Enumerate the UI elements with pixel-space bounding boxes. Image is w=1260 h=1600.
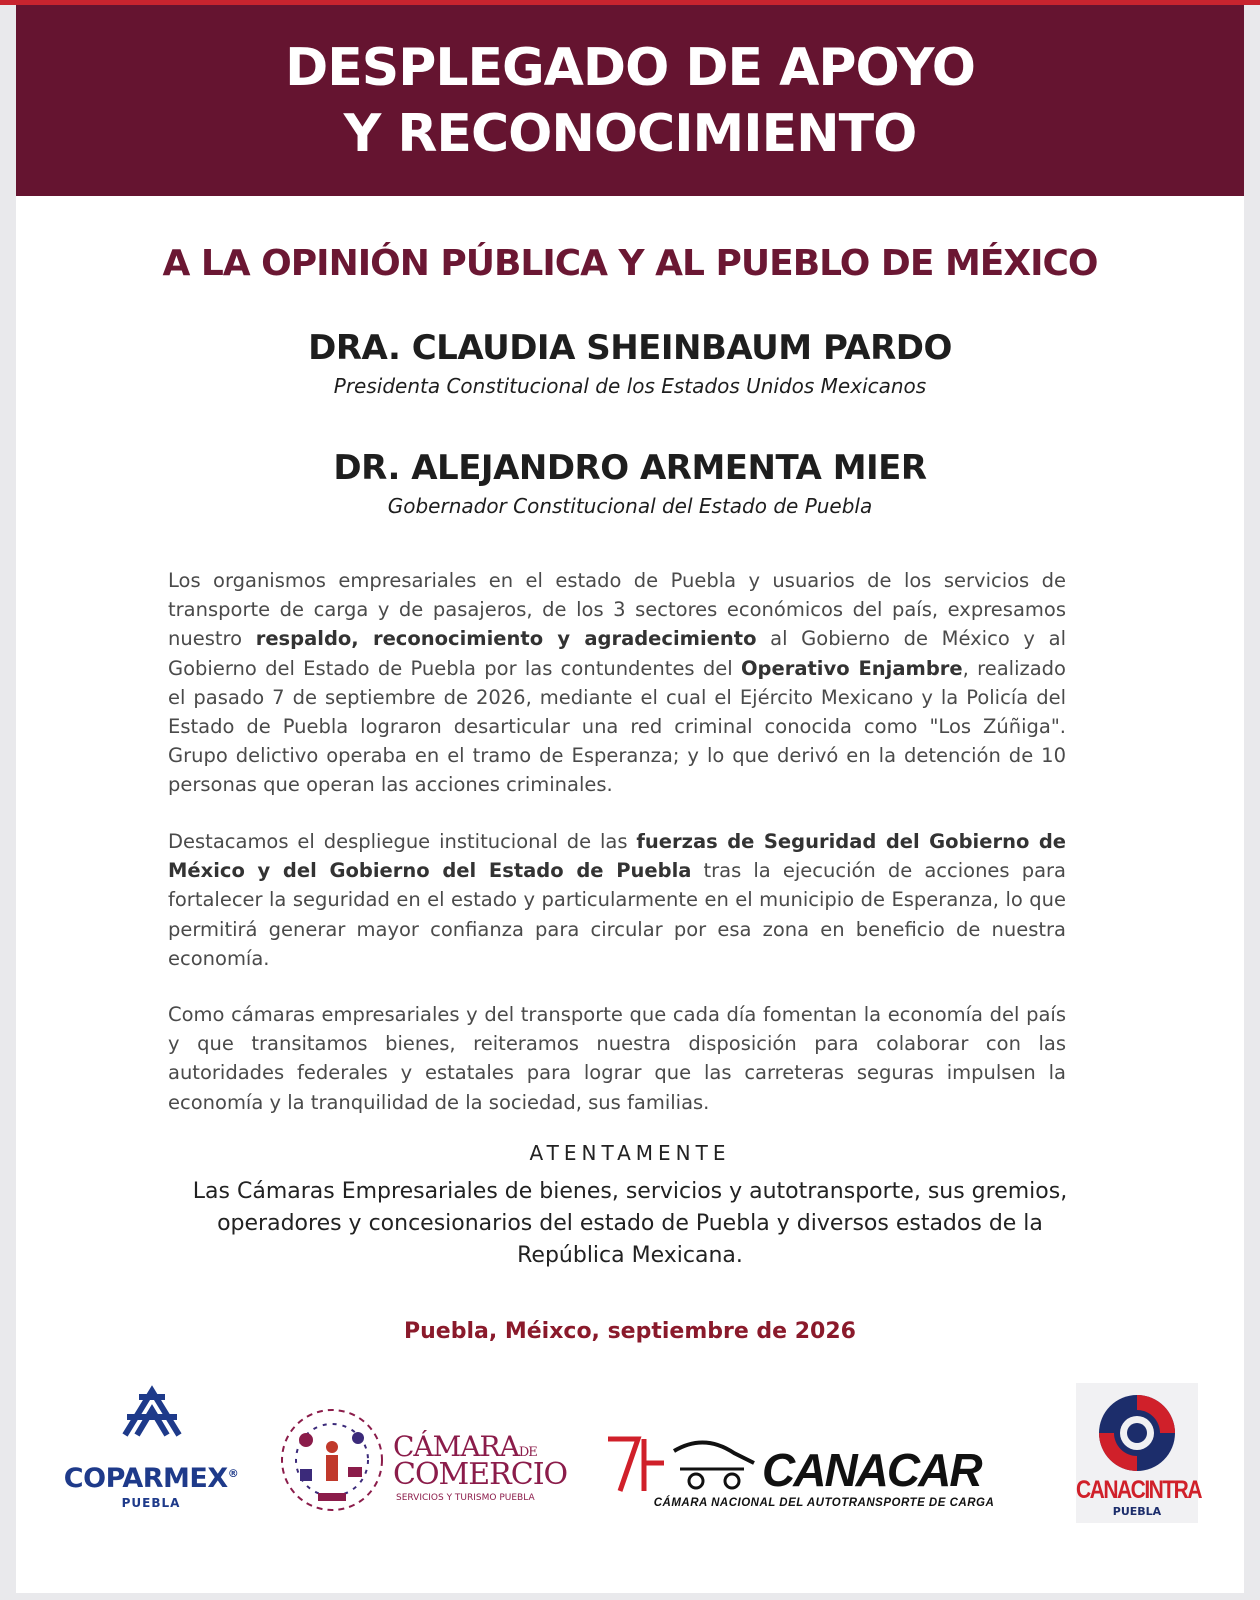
audience-heading: A LA OPINIÓN PÚBLICA Y AL PUEBLO DE MÉXICO — [162, 243, 1098, 284]
camara-de: DE — [518, 1445, 537, 1460]
p1-text-a: Los organismos empresariales en el estado de Puebla y usuarios de los servicios de transporte de carga y de pasajeros, de los 3 sectores económicos del país, expresamos nuestro — [168, 569, 1066, 651]
closing-signature-text: Las Cámaras Empresariales de bienes, servicios y autotransporte, sus gremios, operadores y concesionarios del estado de Puebla y diversos estados de la República Mexicana. — [192, 1179, 1068, 1268]
canacintra-wordmark: CANACINTRA — [1076, 1476, 1201, 1505]
recipient-name-governor: DR. ALEJANDRO ARMENTA MIER — [333, 448, 927, 488]
p2-text-c: tras la ejecución de acciones para fortalecer la seguridad en el estado y particularmente en el municipio de Esperanza, lo que permitirá generar mayor confianza para circular por esa zona en beneficio de nuestra economía. — [168, 859, 1066, 970]
camara-comercio-logo — [278, 1405, 578, 1525]
p1-bold-support: respaldo, reconocimiento y agradecimiento — [255, 627, 757, 651]
p1-bold-operation: Operativo Enjambre — [740, 656, 963, 680]
p2-bold-forces: fuerzas de Seguridad del Gobierno de México y del Gobierno del Estado de Puebla — [168, 830, 1067, 883]
camara-wordmark-line2: COMERCIO — [393, 1457, 568, 1492]
coparmex-word: COPARMEX — [63, 1463, 228, 1494]
recipient-role-president: Presidenta Constitucional de los Estados Unidos Mexicanos — [333, 374, 927, 398]
body-paragraph-3: Como cámaras empresariales y del transporte que cada día fomentan la economía del país y que transitamos bienes, reiteramos nuestra disposición para colaborar con las autoridades federales y estatales para lograr que las carreteras seguras impulsen la economía y la tranquilidad de la sociedad, sus familias. — [168, 1003, 1066, 1114]
document-page — [16, 5, 1244, 1593]
canacintra-logo — [1076, 1383, 1201, 1523]
p2-text-a: Destacamos el despliegue institucional de las — [168, 830, 637, 853]
canacintra-subtitle: PUEBLA — [1112, 1505, 1162, 1518]
atentamente-label: ATENTAMENTE — [529, 1141, 731, 1165]
body-paragraph-1 — [168, 566, 1066, 800]
camara-subtitle: SERVICIOS Y TURISMO PUEBLA — [396, 1493, 535, 1503]
header-banner — [16, 5, 1244, 196]
recipient-name-president: DRA. CLAUDIA SHEINBAUM PARDO — [308, 328, 952, 368]
canacintra-gear-emblem-icon — [1090, 1389, 1184, 1477]
camara-icon-cluster-icon — [278, 1405, 386, 1515]
coparmex-logo — [46, 1383, 256, 1533]
p1-text-c: al Gobierno de México y al Gobierno del Estado de Puebla por las contundentes del — [168, 627, 1066, 680]
canacar-wordmark: CANACAR — [762, 1444, 981, 1496]
recipient-role-governor: Gobernador Constitucional del Estado de Puebla — [387, 494, 873, 518]
canacar-logo — [604, 1425, 1054, 1525]
banner-title-line2: Y RECONOCIMIENTO — [343, 103, 917, 164]
coparmex-emblem-icon — [119, 1383, 185, 1441]
coparmex-subtitle: PUEBLA — [121, 1496, 181, 1510]
coparmex-wordmark — [46, 1463, 256, 1494]
canacar-subtitle: CÁMARA NACIONAL DEL AUTOTRANSPORTE DE CARGA — [653, 1497, 995, 1509]
coparmex-registered-mark: ® — [227, 1467, 239, 1480]
canacar-truck-emblem-icon — [604, 1433, 764, 1495]
camara-word: CÁMARA — [393, 1430, 519, 1463]
banner-title-line1: DESPLEGADO DE APOYO — [285, 37, 975, 98]
body-paragraph-2 — [168, 827, 1066, 973]
p1-text-e: , realizado el pasado 7 de septiembre de 2026, mediante el cual el Ejército Mexicano y la Policía del Estado de Puebla lograron desarticular una red criminal conocida como "Los Zúñiga". Grupo delictivo operaba en el tramo de Esperanza; y lo que derivó en la detención de 10 personas que operan las acciones criminales. — [168, 656, 1066, 797]
place-date-line: Puebla, Méixco, septiembre de 2026 — [404, 1319, 856, 1344]
